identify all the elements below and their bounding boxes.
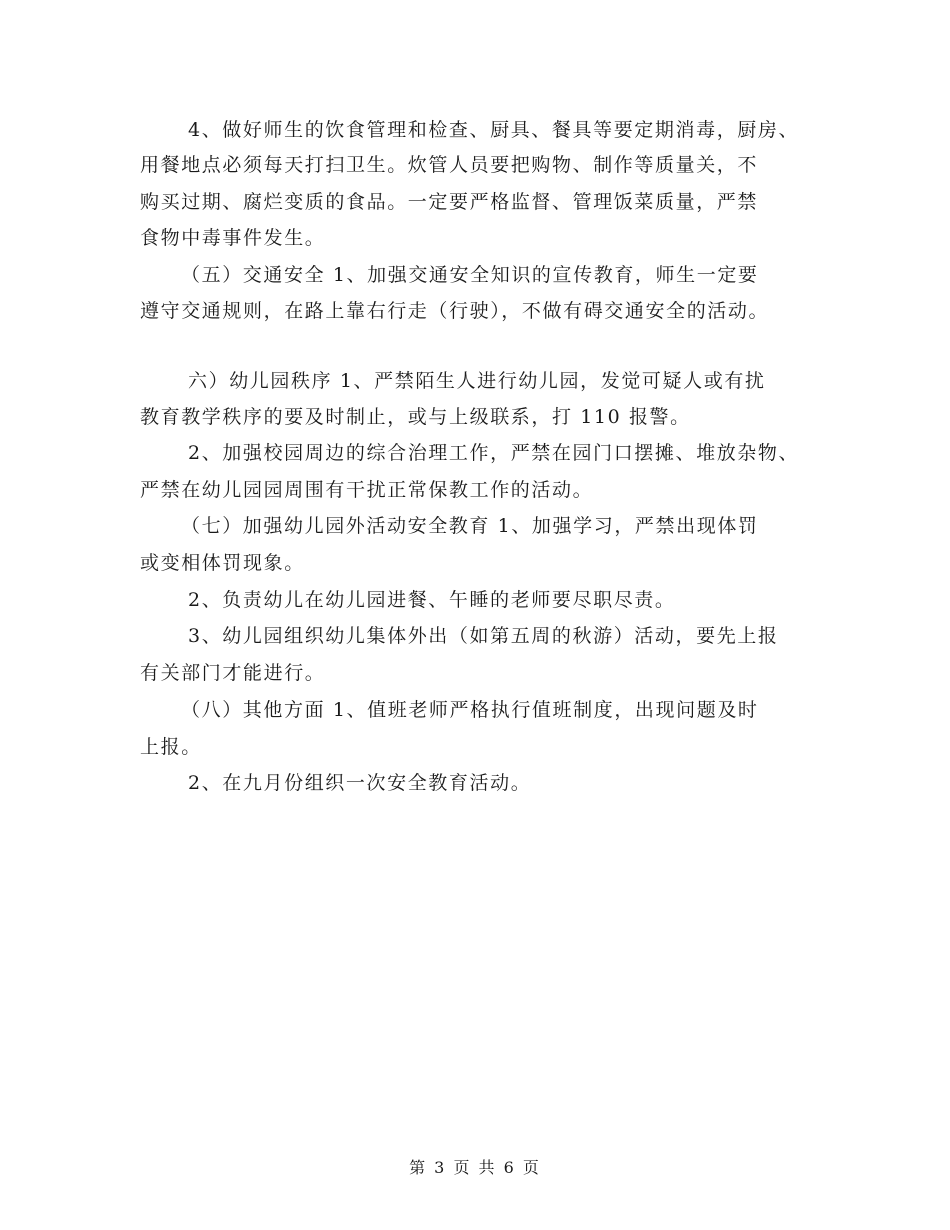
- paragraph-line: 购买过期、腐烂变质的食品。一定要严格监督、管理饭菜质量，严禁: [140, 191, 759, 213]
- paragraph-line: 4、做好师生的饮食管理和检查、厨具、餐具等要定期消毒，厨房、: [188, 119, 800, 141]
- paragraph-line: 教育教学秩序的要及时制止，或与上级联系，打 110 报警。: [140, 406, 691, 428]
- page-number-footer: 第 3 页 共 6 页: [409, 1158, 541, 1177]
- paragraph-line: 2、在九月份组织一次安全教育活动。: [188, 772, 532, 794]
- paragraph-line: 上报。: [140, 736, 202, 758]
- paragraph-line: 2、加强校园周边的综合治理工作，严禁在园门口摆摊、堆放杂物、: [188, 442, 800, 464]
- paragraph-line: 用餐地点必须每天打扫卫生。炊管人员要把购物、制作等质量关，不: [140, 154, 759, 176]
- paragraph-line: 2、负责幼儿在幼儿园进餐、午睡的老师要尽职尽责。: [188, 589, 676, 611]
- paragraph-line: （五）交通安全 1、加强交通安全知识的宣传教育，师生一定要: [181, 264, 759, 286]
- paragraph-line: 六）幼儿园秩序 1、严禁陌生人进行幼儿园，发觉可疑人或有扰: [188, 370, 766, 392]
- paragraph-line: 食物中毒事件发生。: [140, 227, 326, 249]
- paragraph-line: 3、幼儿园组织幼儿集体外出（如第五周的秋游）活动，要先上报: [188, 625, 779, 647]
- paragraph-line: 有关部门才能进行。: [140, 662, 326, 684]
- paragraph-line: （八）其他方面 1、值班老师严格执行值班制度，出现问题及时: [181, 699, 759, 721]
- paragraph-line: （七）加强幼儿园外活动安全教育 1、加强学习，严禁出现体罚: [181, 515, 759, 537]
- paragraph-line: 遵守交通规则，在路上靠右行走（行驶），不做有碍交通安全的活动。: [140, 300, 770, 322]
- paragraph-line: 严禁在幼儿园园周围有干扰正常保教工作的活动。: [140, 479, 594, 501]
- paragraph-line: 或变相体罚现象。: [140, 552, 305, 574]
